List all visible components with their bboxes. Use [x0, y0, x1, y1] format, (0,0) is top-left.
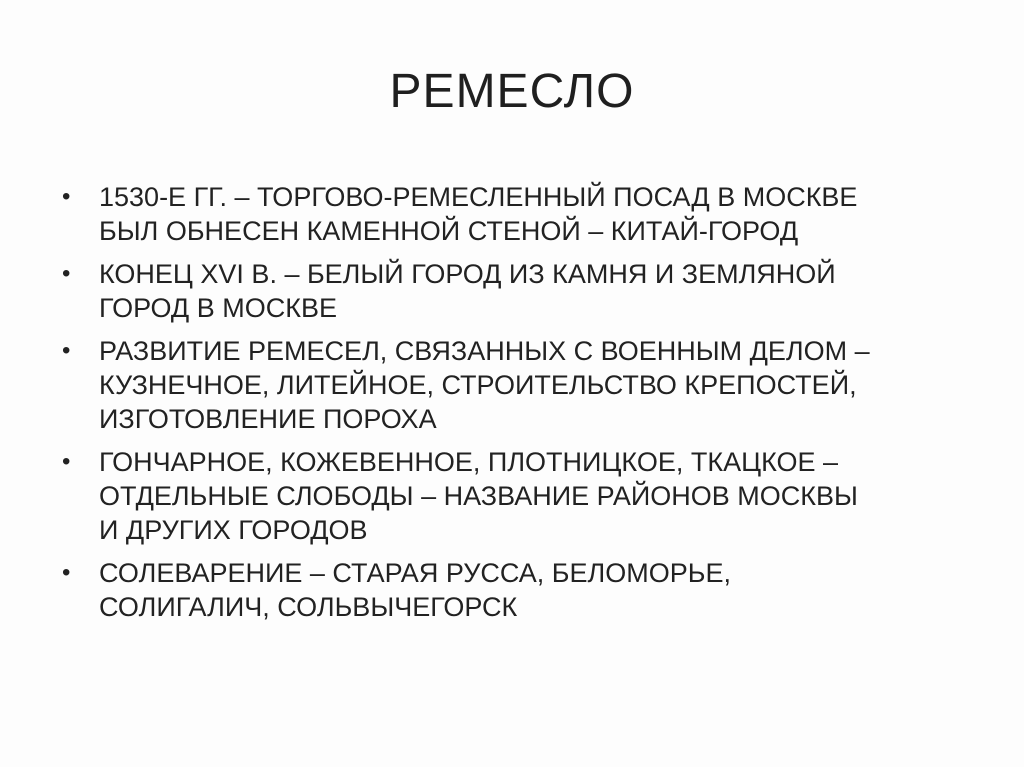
bullet-item: [62, 257, 962, 325]
bullet-text-line: СОЛЕВАРЕНИЕ – СТАРАЯ РУССА, БЕЛОМОРЬЕ,: [99, 558, 731, 588]
bullet-text-line: ГОНЧАРНОЕ, КОЖЕВЕННОЕ, ПЛОТНИЦКОЕ, ТКАЦКОЕ –: [99, 447, 839, 477]
bullet-text-line: ОТДЕЛЬНЫЕ СЛОБОДЫ – НАЗВАНИЕ РАЙОНОВ МОСКВЫ: [99, 481, 858, 511]
bullet-item: [62, 180, 962, 248]
bullet-icon: •: [62, 559, 71, 586]
bullet-text-line: ИЗГОТОВЛЕНИЕ ПОРОХА: [99, 404, 437, 434]
bullet-text-line: РАЗВИТИЕ РЕМЕСЕЛ, СВЯЗАННЫХ С ВОЕННЫМ ДЕЛОМ –: [99, 336, 870, 366]
bullet-icon: •: [62, 183, 71, 210]
bullet-text-line: КОНЕЦ XVI В. – БЕЛЫЙ ГОРОД ИЗ КАМНЯ И ЗЕМЛЯНОЙ: [99, 259, 836, 289]
bullet-text-line: КУЗНЕЧНОЕ, ЛИТЕЙНОЕ, СТРОИТЕЛЬСТВО КРЕПОСТЕЙ,: [99, 370, 857, 400]
bullet-icon: •: [62, 448, 71, 475]
bullet-text-line: И ДРУГИХ ГОРОДОВ: [99, 515, 368, 545]
bullet-item: [62, 334, 962, 436]
bullet-text-line: ГОРОД В МОСКВЕ: [99, 293, 337, 323]
bullet-icon: •: [62, 260, 71, 287]
slide-title: РЕМЕСЛО: [389, 65, 635, 118]
bullet-text-line: 1530-Е ГГ. – ТОРГОВО-РЕМЕСЛЕННЫЙ ПОСАД В МОСКВЕ: [99, 182, 858, 212]
bullet-item: [62, 445, 962, 547]
bullet-text-line: БЫЛ ОБНЕСЕН КАМЕННОЙ СТЕНОЙ – КИТАЙ-ГОРОД: [99, 216, 799, 246]
bullet-icon: •: [62, 337, 71, 364]
bullet-list: [62, 180, 962, 633]
bullet-text-line: СОЛИГАЛИЧ, СОЛЬВЫЧЕГОРСК: [99, 592, 518, 622]
bullet-item: [62, 556, 962, 624]
